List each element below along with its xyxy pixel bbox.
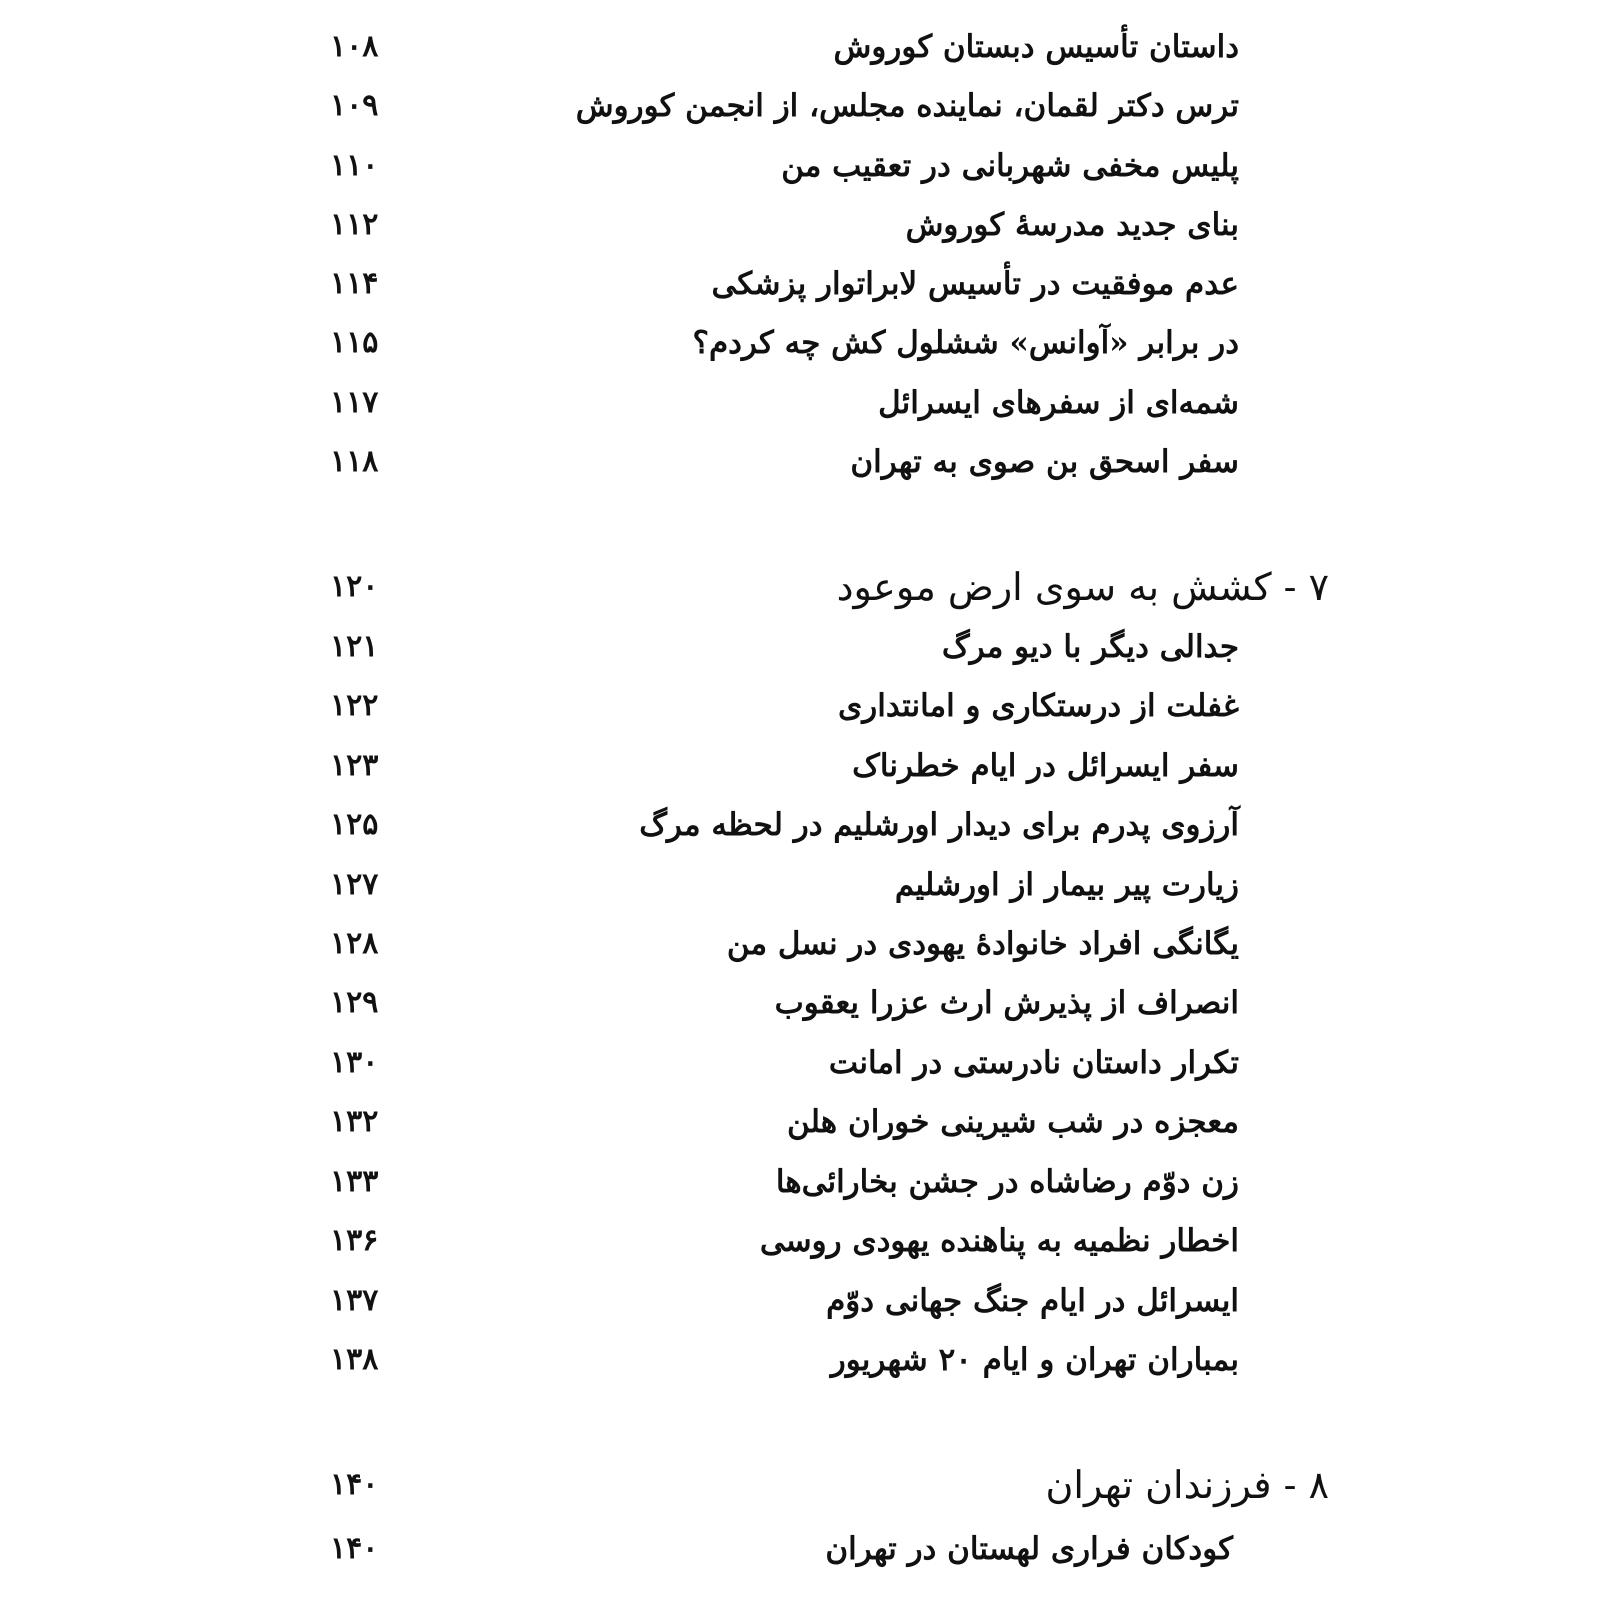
toc-entry-title: ترس دکتر لقمان، نماینده مجلس، از انجمن کوروش xyxy=(575,88,1239,124)
toc-entry-page-number: ۱۱۵ xyxy=(330,325,379,360)
toc-entry-page-number: ۱۱۷ xyxy=(330,385,379,420)
toc-entry-page-number: ۱۱۲ xyxy=(330,207,379,242)
toc-entry-title: جدالی دیگر با دیو مرگ xyxy=(941,629,1239,665)
toc-entry xyxy=(0,1038,1611,1088)
toc-entry-title: تکرار داستان نادرستی در امانت xyxy=(828,1045,1239,1081)
toc-entry-page-number: ۱۴۰ xyxy=(330,1531,379,1566)
toc-entry-page-number: ۱۲۵ xyxy=(330,807,379,842)
toc-entry-title: پلیس مخفی شهربانی در تعقیب من xyxy=(781,148,1239,184)
toc-entry-title: بمباران تهران و ایام ۲۰ شهریور xyxy=(830,1342,1239,1378)
toc-entry-page-number: ۱۰۸ xyxy=(330,29,379,64)
toc-entry-title: بنای جدید مدرسهٔ کوروش xyxy=(905,207,1239,243)
toc-chapter-heading xyxy=(0,1460,1611,1510)
toc-entry xyxy=(0,681,1611,731)
toc-entry-page-number: ۱۲۳ xyxy=(330,748,379,783)
toc-entry-page-number: ۱۰۹ xyxy=(330,88,379,123)
toc-entry-page-number: ۱۳۳ xyxy=(330,1164,379,1199)
toc-entry-page-number: ۱۲۷ xyxy=(330,867,379,902)
toc-entry-title: کودکان فراری لهستان در تهران xyxy=(825,1531,1233,1567)
toc-entry-page-number: ۱۴۰ xyxy=(330,1467,379,1502)
toc-entry xyxy=(0,1157,1611,1207)
toc-entry-title: در برابر «آوانس» ششلول کش چه کردم؟ xyxy=(692,325,1239,361)
toc-entry xyxy=(0,141,1611,191)
toc-entry xyxy=(0,741,1611,791)
toc-entry xyxy=(0,978,1611,1028)
toc-entry-page-number: ۱۳۷ xyxy=(330,1283,379,1318)
toc-entry-title: غفلت از درستکاری و امانتداری xyxy=(838,688,1239,724)
chapter-title: ۸ - فرزندان تهران xyxy=(1045,1463,1329,1507)
toc-entry-page-number: ۱۱۸ xyxy=(330,444,379,479)
toc-entry-page-number: ۱۲۸ xyxy=(330,926,379,961)
toc-entry xyxy=(0,81,1611,131)
toc-entry-page-number: ۱۲۹ xyxy=(330,985,379,1020)
toc-entry-title: عدم موفقیت در تأسیس لابراتوار پزشکی xyxy=(711,266,1239,302)
toc-chapter-heading xyxy=(0,562,1611,612)
toc-entry-page-number: ۱۳۸ xyxy=(330,1342,379,1377)
toc-entry-title: داستان تأسیس دبستان کوروش xyxy=(833,29,1239,65)
toc-entry xyxy=(0,318,1611,368)
toc-entry xyxy=(0,1097,1611,1147)
toc-entry xyxy=(0,1524,1611,1574)
toc-entry xyxy=(0,378,1611,428)
toc-entry-page-number: ۱۱۴ xyxy=(330,266,379,301)
toc-entry-title: یگانگی افراد خانوادهٔ یهودی در نسل من xyxy=(726,926,1239,962)
toc-entry-title: معجزه در شب شیرینی خوران هلن xyxy=(786,1104,1239,1140)
toc-entry xyxy=(0,22,1611,72)
toc-entry-title: زن دوّم رضاشاه در جشن بخارائی‌ها xyxy=(775,1164,1239,1200)
toc-entry xyxy=(0,860,1611,910)
toc-entry-title: زیارت پیر بیمار از اورشلیم xyxy=(894,867,1239,903)
toc-entry xyxy=(0,919,1611,969)
chapter-title: ۷ - کشش به سوی ارض موعود xyxy=(836,565,1329,609)
toc-entry-title: شمه‌ای از سفرهای ایسرائل xyxy=(878,385,1239,421)
toc-entry xyxy=(0,622,1611,672)
toc-entry-page-number: ۱۳۲ xyxy=(330,1104,379,1139)
toc-entry-page-number: ۱۳۰ xyxy=(330,1045,379,1080)
toc-entry-page-number: ۱۲۲ xyxy=(330,688,379,723)
toc-entry-title: سفر اسحق بن صوی به تهران xyxy=(850,444,1239,480)
toc-entry xyxy=(0,800,1611,850)
toc-entry-page-number: ۱۳۶ xyxy=(330,1223,379,1258)
toc-entry-title: ایسرائل در ایام جنگ جهانی دوّم xyxy=(826,1283,1239,1319)
toc-entry-title: آرزوی پدرم برای دیدار اورشلیم در لحظه مرگ xyxy=(639,807,1239,843)
toc-entry-page-number: ۱۲۱ xyxy=(330,629,379,664)
toc-entry xyxy=(0,200,1611,250)
toc-entry-page-number: ۱۱۰ xyxy=(330,148,379,183)
toc-entry-title: انصراف از پذیرش ارث عزرا یعقوب xyxy=(774,985,1239,1021)
toc-entry xyxy=(0,259,1611,309)
toc-entry xyxy=(0,437,1611,487)
toc-entry-title: اخطار نظمیه به پناهنده یهودی روسی xyxy=(759,1223,1239,1259)
toc-entry xyxy=(0,1216,1611,1266)
toc-entry xyxy=(0,1335,1611,1385)
toc-entry xyxy=(0,1276,1611,1326)
toc-entry-page-number: ۱۲۰ xyxy=(330,569,379,604)
toc-entry-title: سفر ایسرائل در ایام خطرناک xyxy=(852,748,1239,784)
